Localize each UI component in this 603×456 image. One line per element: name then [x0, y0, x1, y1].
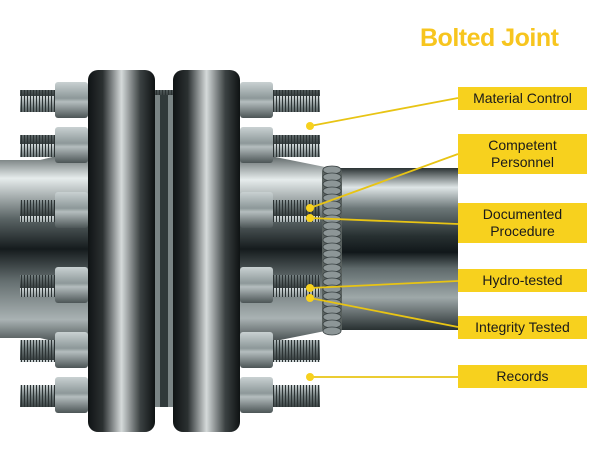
label-material-control: Material Control — [473, 90, 572, 106]
label-integrity-tested: Integrity Tested — [475, 319, 570, 335]
diagram-title: Bolted Joint — [420, 24, 559, 52]
label-competent-personnel: Competent Personnel — [488, 137, 557, 170]
dot-competent-personnel — [306, 204, 314, 212]
dot-records — [306, 373, 314, 381]
dot-material-control — [306, 122, 314, 130]
leader-material-control — [310, 98, 458, 126]
label-documented-procedure: Documented Procedure — [482, 206, 563, 239]
label-records: Records — [496, 368, 549, 384]
dot-documented-procedure — [306, 214, 314, 222]
weld-ripple — [323, 327, 341, 335]
flange-right — [173, 70, 240, 432]
label-hydro-tested: Hydro-tested — [482, 272, 563, 288]
dot-hydro-tested — [306, 284, 314, 292]
hub-right — [240, 150, 330, 348]
weld-bead — [322, 166, 342, 335]
flange-left — [88, 70, 155, 432]
hub-left — [0, 148, 90, 350]
dot-integrity-tested — [306, 294, 314, 302]
